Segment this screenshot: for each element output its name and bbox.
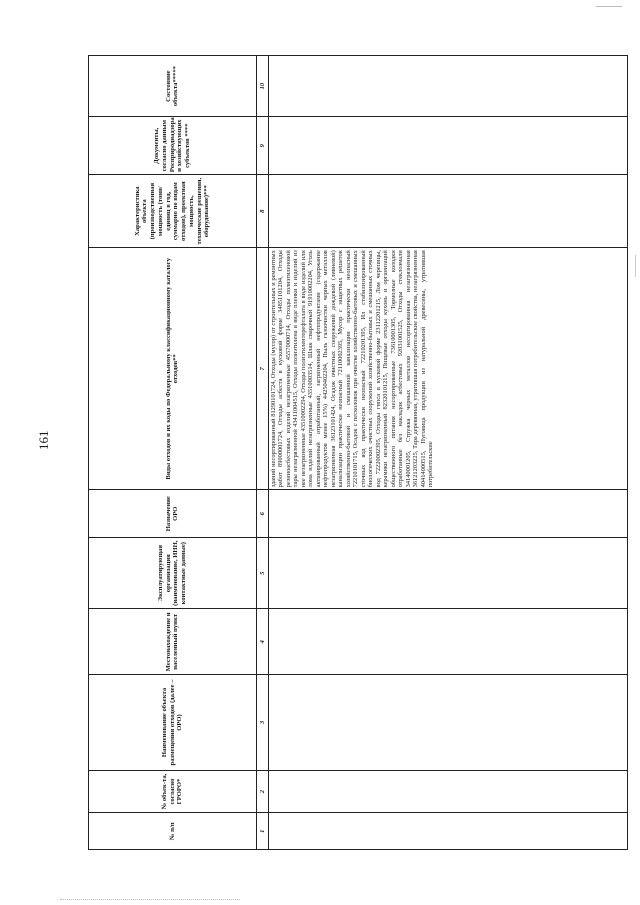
column-number: 5 (256, 538, 268, 609)
cell-facility-name (269, 675, 628, 770)
cell-location (269, 609, 628, 675)
header-status: Состояние объекта***** (89, 56, 257, 117)
header-operator: Эксплуатирующая организация (наименование, ИНН, контактные данные) (89, 538, 257, 609)
header-purpose: Назначение ОРО (89, 490, 257, 538)
column-number: 8 (256, 175, 268, 248)
header-characteristics: Характеристика объекта (производственная мощность (тонн/единиц в год, суммарно по видам отходов), проектная мощность, технические решения, оборудование)*** (89, 175, 257, 248)
page-number: 161 (36, 430, 51, 450)
column-number: 7 (256, 248, 268, 490)
column-number: 10 (256, 56, 268, 117)
scan-artifact (60, 899, 240, 900)
scan-artifact (635, 255, 636, 277)
column-number: 4 (256, 609, 268, 675)
cell-documents (269, 117, 628, 175)
cell-characteristics (269, 175, 628, 248)
waste-facility-table (88, 55, 628, 850)
scan-artifact (596, 6, 622, 7)
header-groro-number: № объек-та, согласно ГРОРО* (89, 770, 257, 813)
header-documents: Документы, согласно данным Росприроднадзора и хозяйствующих субъектов **** (89, 117, 257, 175)
header-waste-types: Виды отходов и их коды по Федеральному классификационному каталогу отходов** (89, 248, 257, 490)
column-number: 1 (256, 813, 268, 850)
cell-purpose (269, 490, 628, 538)
cell-row-number (269, 813, 628, 850)
header-row (89, 56, 257, 850)
cell-operator (269, 538, 628, 609)
table-row (269, 56, 628, 850)
column-number: 9 (256, 117, 268, 175)
cell-groro-number (269, 770, 628, 813)
column-number: 6 (256, 490, 268, 538)
column-number: 2 (256, 770, 268, 813)
header-row-number: № п/п (89, 813, 257, 850)
cell-status (269, 56, 628, 117)
column-number-row (256, 56, 268, 850)
cell-waste-types: зданий несортированный 81290101724, Отходы (мусор) от строительных и ремонтных работ 89000001724, Отходы асбеста в кусковой форме 34851101204, Отходы резиноасбестовых изделий незагрязненные 45570000714, Отходы полиэтиленовой тары незагрязненной 43411004515, Отходы полиэтилена в виде пленки и изделий из нее незагрязненные 43510002294, Отходы полиэтилентерефталата в виде изделий или лома изделий незагрязненные 43510003514, Шлак сварочный 91910002204, Уголь активированный отработанный, загрязненный нефтепродуктами (содержание нефтепродуктов менее 15%) 44250402204, Пыль газоочистки черных металлов незагрязненная 36123101424, Осадок очистных сооружений дождевой (ливневой) канализации практически неопасный 72110002395, Мусор с защитных решеток хозяйственно-бытовой и смешанной канализации практически неопасный 72210101715, Осадок с песколовок при очистке хозяйственно-бытовых и смешанных сточных вод практически неопасный 72210201395, Ил стабилизированный биологических очистных сооружений хозяйственно-бытовых и смешанных сточных вод 72220002395, Отходы гипса в кусковой форме 23112201215, Лом черепицы, керамики незагрязненный 82320101215, Пищевые отходы кухонь и организаций общественного питания несортированные 73610001305, Тормозные колодки отработанные без накладок асбестовых 92031001525, Отходы стеклоэмали 34140001205, Стружка черных металлов несортированная незагрязненная 36121203225, Тара деревянная, утратившая потребительские свойства, незагрязненная 40414000515, Пуговица продукции из натуральной древесины, утратившая потребительские (269, 248, 628, 490)
column-number: 3 (256, 675, 268, 770)
rotated-table-container (88, 55, 628, 850)
header-facility-name: Наименование объекта размещения отходов (далее – ОРО) (89, 675, 257, 770)
header-location: Местонахождение и населенный пункт (89, 609, 257, 675)
